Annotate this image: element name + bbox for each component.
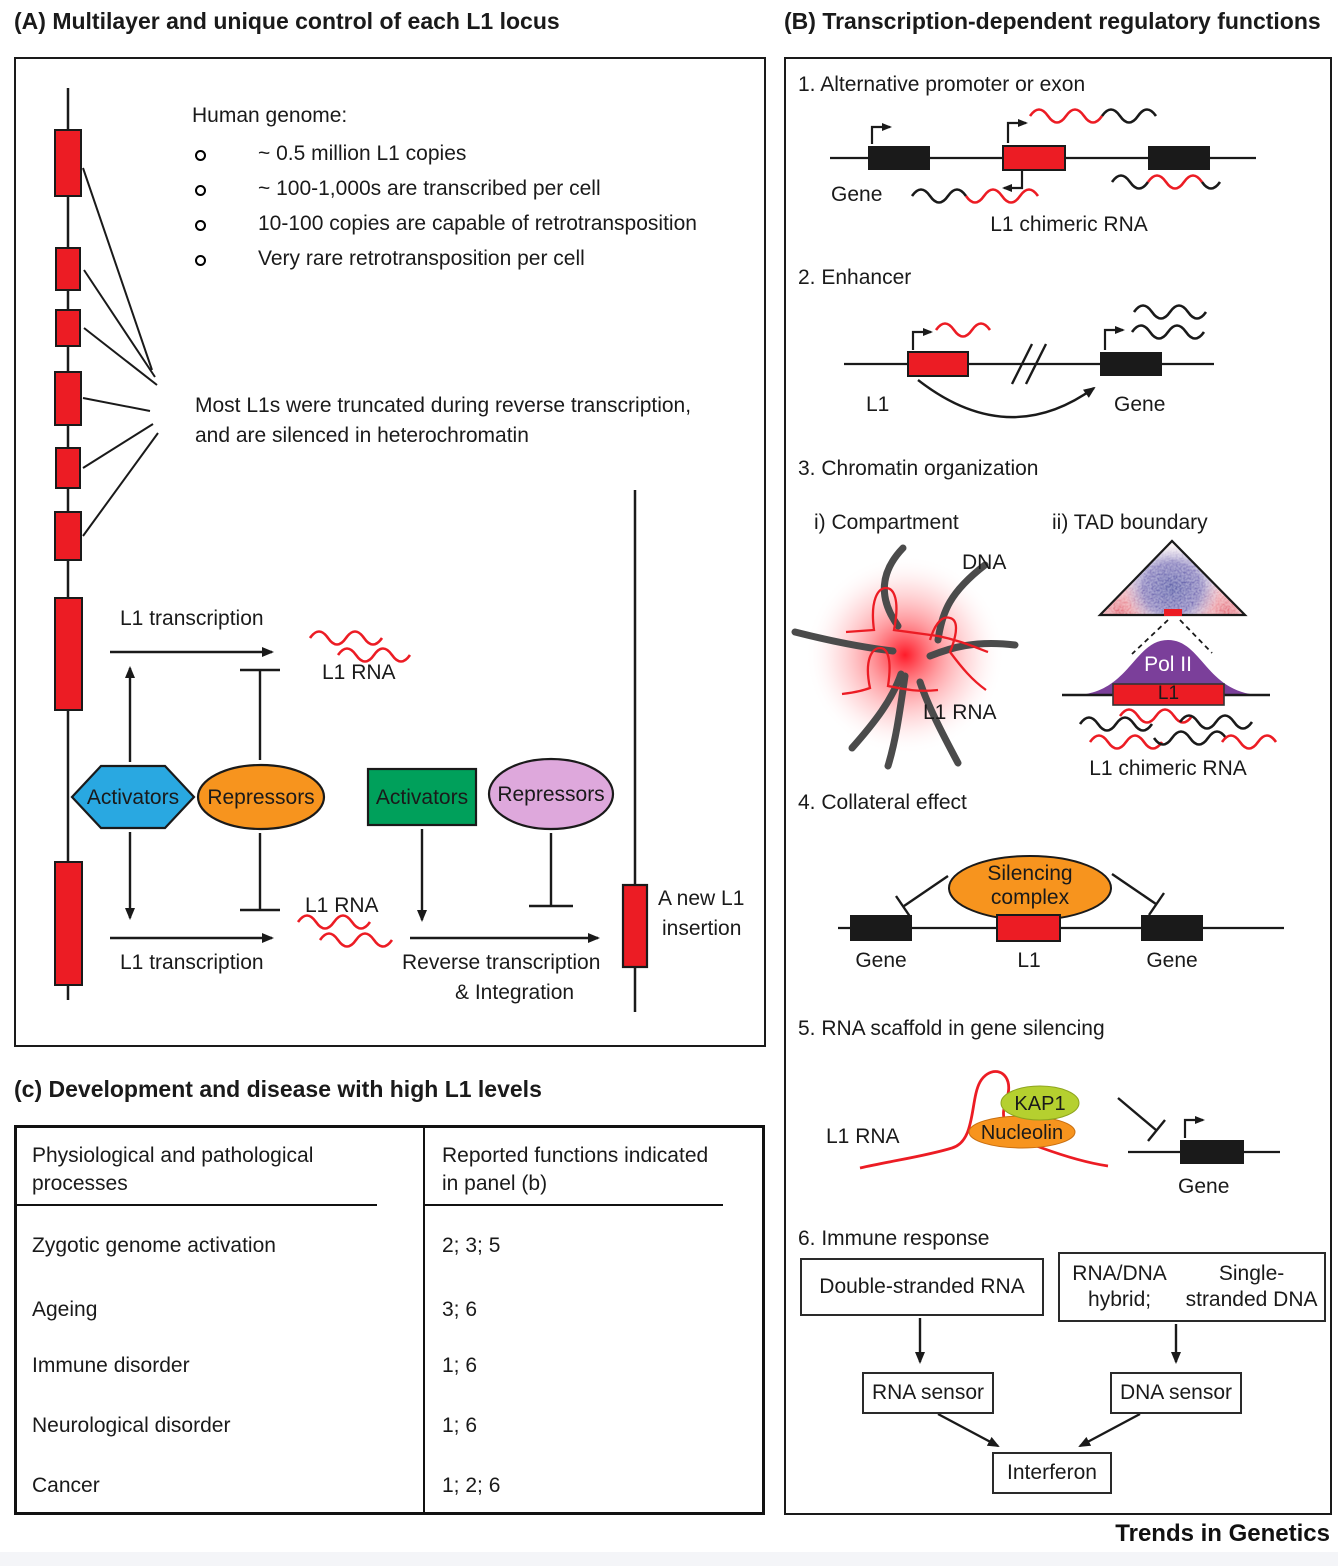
b5-nucleolin-label: Nucleolin — [980, 1122, 1064, 1144]
l1-transcription-bottom-label: L1 transcription — [120, 951, 264, 974]
bullet-item: Very rare retrotransposition per cell — [258, 247, 585, 270]
l1-rna-bottom-label: L1 RNA — [305, 894, 379, 917]
journal-name: Trends in Genetics — [1115, 1520, 1330, 1547]
table-header-processes: Physiological and pathological processes — [17, 1128, 377, 1206]
b6-dna-sensor-box: DNA sensor — [1110, 1372, 1242, 1414]
bullet-item: ~ 0.5 million L1 copies — [258, 142, 467, 165]
b1-gene-label: Gene — [831, 183, 883, 206]
panel-c-table — [14, 1125, 765, 1515]
table-row-process: Immune disorder — [32, 1354, 190, 1377]
b5-l1-rna-label: L1 RNA — [826, 1125, 900, 1148]
bullet-item: 10-100 copies are capable of retrotransposition — [258, 212, 697, 235]
repressors-plum-label: Repressors — [497, 783, 605, 806]
b5-diagram — [860, 1072, 1280, 1169]
bullet-item: ~ 100-1,000s are transcribed per cell — [258, 177, 601, 200]
b1-chimeric-rna-label: L1 chimeric RNA — [990, 213, 1148, 236]
table-row-process: Ageing — [32, 1298, 98, 1321]
b2-l1-label: L1 — [866, 393, 890, 416]
b4-heading: 4. Collateral effect — [798, 791, 967, 814]
l1-transcription-top-label: L1 transcription — [120, 607, 264, 630]
b5-heading: 5. RNA scaffold in gene silencing — [798, 1017, 1105, 1040]
bullet-icon — [195, 255, 206, 266]
b4-silencing-line1: Silencing — [987, 862, 1073, 885]
b3-compartment-label: i) Compartment — [814, 511, 959, 534]
activators-hexagon-label: Activators — [86, 786, 180, 809]
panel-c-title: (c) Development and disease with high L1 levels — [14, 1076, 542, 1102]
bullet-icon — [195, 220, 206, 231]
truncation-fan-lines — [83, 168, 158, 536]
b6-rna-sensor-box: RNA sensor — [862, 1372, 994, 1414]
table-header-functions: Reported functions indicated in panel (b) — [423, 1128, 723, 1206]
b2-gene-label: Gene — [1114, 393, 1166, 416]
table-row-process: Zygotic genome activation — [32, 1234, 276, 1257]
new-l1-label-line1: A new L1 — [658, 887, 745, 910]
table-row-functions: 1; 6 — [423, 1332, 762, 1392]
b3-tad-label: ii) TAD boundary — [1052, 511, 1208, 534]
b4-silencing-complex-label — [950, 862, 1110, 910]
b6-hybrid-line1: RNA/DNA hybrid; — [1072, 1261, 1167, 1311]
chromosome-ideogram — [55, 88, 82, 1000]
new-l1-box — [623, 885, 647, 967]
table-row-functions: 1; 2; 6 — [423, 1452, 762, 1512]
table-row-functions: 2; 3; 5 — [423, 1206, 762, 1276]
b4-silencing-line2: complex — [990, 886, 1070, 910]
l1-regulation-bottom — [110, 829, 598, 938]
b6-hybrid-line2: Single-stranded DNA — [1185, 1261, 1318, 1311]
truncation-note-line2: and are silenced in heterochromatin — [195, 424, 529, 447]
bullet-icon — [195, 185, 206, 196]
b3-pol2-label: Pol II — [1144, 653, 1192, 676]
b6-interferon-box: Interferon — [992, 1452, 1112, 1494]
panel-b-title: (B) Transcription-dependent regulatory functions — [784, 8, 1321, 34]
b3-dna-label: DNA — [962, 551, 1007, 574]
l1-rna-top-waves — [310, 632, 410, 662]
repressors-orange-label: Repressors — [207, 786, 315, 809]
b1-heading: 1. Alternative promoter or exon — [798, 73, 1086, 96]
b3-compartment — [795, 548, 1015, 766]
b6-dsrna-box: Double-stranded RNA — [800, 1258, 1044, 1316]
b3-l1-rna-label: L1 RNA — [923, 701, 997, 724]
b5-kap1-label: KAP1 — [1014, 1093, 1066, 1115]
table-row-functions: 3; 6 — [423, 1276, 762, 1332]
b1-diagram — [830, 110, 1256, 203]
table-row-process: Cancer — [32, 1474, 100, 1497]
b4-gene-left-label: Gene — [855, 949, 907, 972]
reverse-transcription-label-line1: Reverse transcription — [402, 951, 601, 974]
panel-a-title: (A) Multilayer and unique control of each L1 locus — [14, 8, 560, 34]
l1-rna-bottom-waves — [298, 916, 392, 947]
activators-green-label: Activators — [375, 786, 469, 809]
b3-heading: 3. Chromatin organization — [798, 457, 1039, 480]
table-row-functions: 1; 6 — [423, 1392, 762, 1452]
new-l1-label-line2: insertion — [662, 917, 742, 940]
b2-heading: 2. Enhancer — [798, 266, 912, 289]
b6-hybrid-box — [1058, 1252, 1326, 1322]
b4-l1-label: L1 — [1017, 949, 1041, 972]
l1-rna-top-label: L1 RNA — [322, 661, 396, 684]
bullet-icon — [195, 150, 206, 161]
reverse-transcription-label-line2: & Integration — [455, 981, 575, 1004]
b6-heading: 6. Immune response — [798, 1227, 990, 1250]
l1-regulation-top — [110, 652, 280, 762]
b4-gene-right-label: Gene — [1146, 949, 1198, 972]
b5-gene-label: Gene — [1178, 1175, 1230, 1198]
page-bottom-strip — [0, 1552, 1338, 1566]
human-genome-title: Human genome: — [192, 104, 348, 127]
table-row-process: Neurological disorder — [32, 1414, 231, 1437]
b3-l1-box-label: L1 — [1157, 683, 1180, 704]
truncation-note-line1: Most L1s were truncated during reverse transcription, — [195, 394, 692, 417]
new-insertion-site — [623, 490, 647, 1012]
b3-chimeric-rna-label: L1 chimeric RNA — [1089, 757, 1247, 780]
b3-tad — [1062, 539, 1276, 749]
